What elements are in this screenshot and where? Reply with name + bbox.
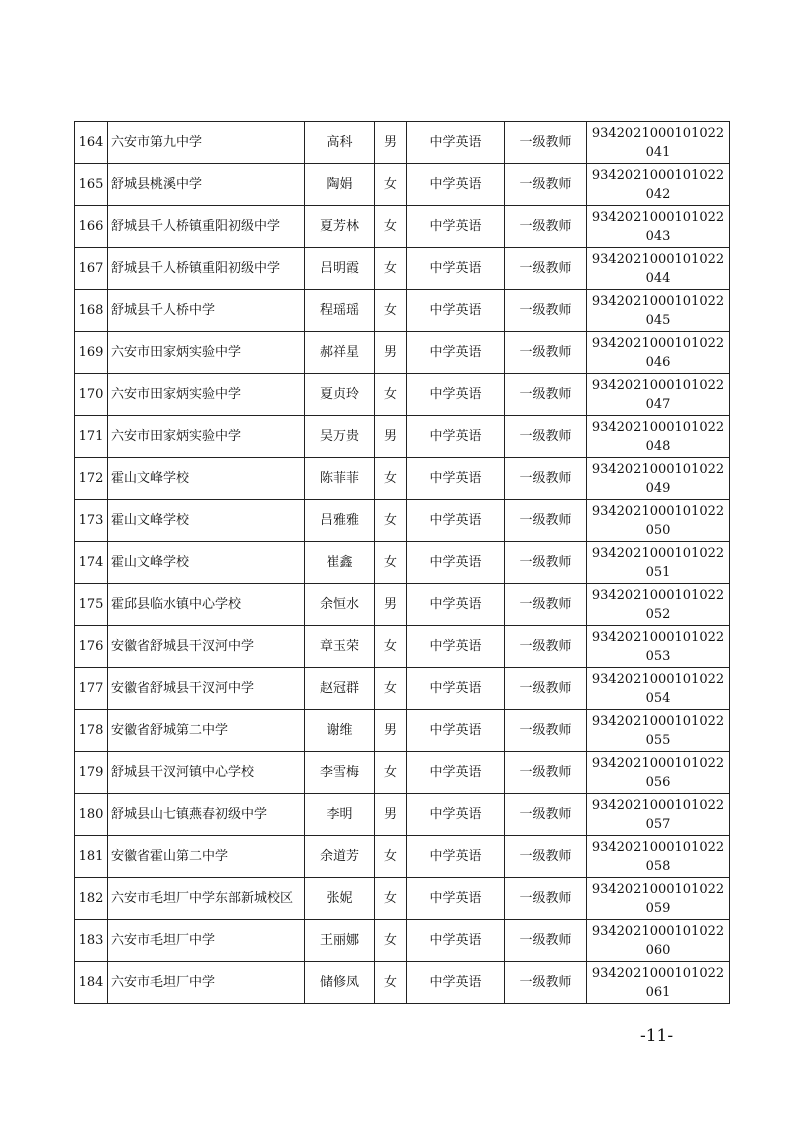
row-number-cell: 172 [75,458,108,500]
teacher-name-cell: 夏芳林 [305,206,375,248]
gender-cell: 女 [375,164,407,206]
professional-title-cell: 一级教师 [505,458,587,500]
gender-cell: 男 [375,794,407,836]
school-name-cell: 六安市毛坦厂中学 [108,962,305,1004]
professional-title-cell: 一级教师 [505,626,587,668]
certificate-number-cell: 9342021000101022046 [587,332,730,374]
gender-cell: 女 [375,920,407,962]
row-number-cell: 178 [75,710,108,752]
subject-cell: 中学英语 [407,542,505,584]
teacher-name-cell: 谢维 [305,710,375,752]
teacher-name-cell: 高科 [305,122,375,164]
certificate-number-cell: 9342021000101022041 [587,122,730,164]
table-row [75,836,730,878]
subject-cell: 中学英语 [407,878,505,920]
teacher-name-cell: 程瑶瑶 [305,290,375,332]
gender-cell: 女 [375,878,407,920]
teacher-name-cell: 郝祥星 [305,332,375,374]
gender-cell: 男 [375,416,407,458]
certificate-number-cell: 9342021000101022054 [587,668,730,710]
professional-title-cell: 一级教师 [505,584,587,626]
professional-title-cell: 一级教师 [505,920,587,962]
gender-cell: 男 [375,332,407,374]
school-name-cell: 安徽省舒城县干汊河中学 [108,626,305,668]
professional-title-cell: 一级教师 [505,416,587,458]
subject-cell: 中学英语 [407,122,505,164]
table-row [75,626,730,668]
subject-cell: 中学英语 [407,920,505,962]
table-row [75,668,730,710]
school-name-cell: 舒城县山七镇燕春初级中学 [108,794,305,836]
certificate-number-cell: 9342021000101022057 [587,794,730,836]
gender-cell: 女 [375,206,407,248]
table-row [75,290,730,332]
subject-cell: 中学英语 [407,164,505,206]
teacher-name-cell: 储修凤 [305,962,375,1004]
certificate-number-cell: 9342021000101022044 [587,248,730,290]
subject-cell: 中学英语 [407,458,505,500]
table-row [75,794,730,836]
certificate-number-cell: 9342021000101022055 [587,710,730,752]
certificate-number-cell: 9342021000101022061 [587,962,730,1004]
professional-title-cell: 一级教师 [505,794,587,836]
professional-title-cell: 一级教师 [505,836,587,878]
gender-cell: 女 [375,500,407,542]
teacher-name-cell: 李雪梅 [305,752,375,794]
certificate-number-cell: 9342021000101022060 [587,920,730,962]
subject-cell: 中学英语 [407,500,505,542]
gender-cell: 女 [375,962,407,1004]
table-row [75,710,730,752]
subject-cell: 中学英语 [407,332,505,374]
teacher-name-cell: 余恒水 [305,584,375,626]
school-name-cell: 安徽省霍山第二中学 [108,836,305,878]
school-name-cell: 霍山文峰学校 [108,542,305,584]
gender-cell: 女 [375,626,407,668]
table-row [75,962,730,1004]
gender-cell: 女 [375,458,407,500]
school-name-cell: 舒城县桃溪中学 [108,164,305,206]
teacher-name-cell: 张妮 [305,878,375,920]
certificate-number-cell: 9342021000101022059 [587,878,730,920]
row-number-cell: 180 [75,794,108,836]
row-number-cell: 166 [75,206,108,248]
certificate-number-cell: 9342021000101022043 [587,206,730,248]
row-number-cell: 167 [75,248,108,290]
gender-cell: 男 [375,584,407,626]
table-body [75,122,730,1004]
school-name-cell: 霍山文峰学校 [108,458,305,500]
teacher-name-cell: 吕雅雅 [305,500,375,542]
row-number-cell: 175 [75,584,108,626]
table-row [75,584,730,626]
subject-cell: 中学英语 [407,416,505,458]
school-name-cell: 六安市毛坦厂中学东部新城校区 [108,878,305,920]
table-row [75,374,730,416]
school-name-cell: 六安市第九中学 [108,122,305,164]
professional-title-cell: 一级教师 [505,878,587,920]
teacher-name-cell: 崔鑫 [305,542,375,584]
professional-title-cell: 一级教师 [505,710,587,752]
teacher-name-cell: 吕明霞 [305,248,375,290]
subject-cell: 中学英语 [407,668,505,710]
table-row [75,206,730,248]
row-number-cell: 173 [75,500,108,542]
gender-cell: 女 [375,836,407,878]
professional-title-cell: 一级教师 [505,500,587,542]
subject-cell: 中学英语 [407,584,505,626]
certificate-number-cell: 9342021000101022048 [587,416,730,458]
school-name-cell: 六安市毛坦厂中学 [108,920,305,962]
professional-title-cell: 一级教师 [505,962,587,1004]
gender-cell: 女 [375,542,407,584]
school-name-cell: 六安市田家炳实验中学 [108,374,305,416]
certificate-number-cell: 9342021000101022058 [587,836,730,878]
table-row [75,752,730,794]
subject-cell: 中学英语 [407,626,505,668]
teacher-name-cell: 章玉荣 [305,626,375,668]
table-row [75,458,730,500]
professional-title-cell: 一级教师 [505,668,587,710]
certificate-number-cell: 9342021000101022050 [587,500,730,542]
certificate-number-cell: 9342021000101022051 [587,542,730,584]
row-number-cell: 181 [75,836,108,878]
teacher-name-cell: 王丽娜 [305,920,375,962]
row-number-cell: 184 [75,962,108,1004]
professional-title-cell: 一级教师 [505,290,587,332]
subject-cell: 中学英语 [407,836,505,878]
gender-cell: 男 [375,122,407,164]
table-row [75,542,730,584]
gender-cell: 女 [375,374,407,416]
subject-cell: 中学英语 [407,962,505,1004]
professional-title-cell: 一级教师 [505,542,587,584]
teacher-name-cell: 赵冠群 [305,668,375,710]
table-row [75,122,730,164]
teacher-name-cell: 陈菲菲 [305,458,375,500]
subject-cell: 中学英语 [407,794,505,836]
subject-cell: 中学英语 [407,248,505,290]
gender-cell: 女 [375,248,407,290]
row-number-cell: 170 [75,374,108,416]
professional-title-cell: 一级教师 [505,752,587,794]
professional-title-cell: 一级教师 [505,206,587,248]
table-row [75,248,730,290]
gender-cell: 女 [375,290,407,332]
subject-cell: 中学英语 [407,374,505,416]
professional-title-cell: 一级教师 [505,122,587,164]
row-number-cell: 176 [75,626,108,668]
row-number-cell: 168 [75,290,108,332]
row-number-cell: 183 [75,920,108,962]
professional-title-cell: 一级教师 [505,248,587,290]
row-number-cell: 177 [75,668,108,710]
page-number: -11- [640,1026,674,1046]
certificate-number-cell: 9342021000101022045 [587,290,730,332]
school-name-cell: 六安市田家炳实验中学 [108,416,305,458]
row-number-cell: 174 [75,542,108,584]
teacher-name-cell: 陶娟 [305,164,375,206]
professional-title-cell: 一级教师 [505,164,587,206]
row-number-cell: 169 [75,332,108,374]
certificate-number-cell: 9342021000101022056 [587,752,730,794]
table-row [75,920,730,962]
table-row [75,332,730,374]
row-number-cell: 182 [75,878,108,920]
certificate-number-cell: 9342021000101022053 [587,626,730,668]
school-name-cell: 霍邱县临水镇中心学校 [108,584,305,626]
row-number-cell: 179 [75,752,108,794]
teacher-name-cell: 李明 [305,794,375,836]
school-name-cell: 安徽省舒城县干汊河中学 [108,668,305,710]
table-row [75,878,730,920]
school-name-cell: 六安市田家炳实验中学 [108,332,305,374]
school-name-cell: 霍山文峰学校 [108,500,305,542]
gender-cell: 女 [375,752,407,794]
certificate-number-cell: 9342021000101022047 [587,374,730,416]
teacher-name-cell: 吴万贵 [305,416,375,458]
school-name-cell: 舒城县千人桥镇重阳初级中学 [108,248,305,290]
school-name-cell: 舒城县干汊河镇中心学校 [108,752,305,794]
row-number-cell: 164 [75,122,108,164]
certificate-number-cell: 9342021000101022049 [587,458,730,500]
table-row [75,500,730,542]
professional-title-cell: 一级教师 [505,332,587,374]
school-name-cell: 舒城县千人桥中学 [108,290,305,332]
school-name-cell: 舒城县千人桥镇重阳初级中学 [108,206,305,248]
teacher-name-cell: 夏贞玲 [305,374,375,416]
table-row [75,164,730,206]
row-number-cell: 171 [75,416,108,458]
row-number-cell: 165 [75,164,108,206]
certificate-number-cell: 9342021000101022052 [587,584,730,626]
subject-cell: 中学英语 [407,290,505,332]
subject-cell: 中学英语 [407,752,505,794]
gender-cell: 男 [375,710,407,752]
table-row [75,416,730,458]
certificate-number-cell: 9342021000101022042 [587,164,730,206]
school-name-cell: 安徽省舒城第二中学 [108,710,305,752]
teacher-roster-table [74,121,730,1004]
subject-cell: 中学英语 [407,710,505,752]
teacher-name-cell: 余道芳 [305,836,375,878]
subject-cell: 中学英语 [407,206,505,248]
gender-cell: 女 [375,668,407,710]
professional-title-cell: 一级教师 [505,374,587,416]
